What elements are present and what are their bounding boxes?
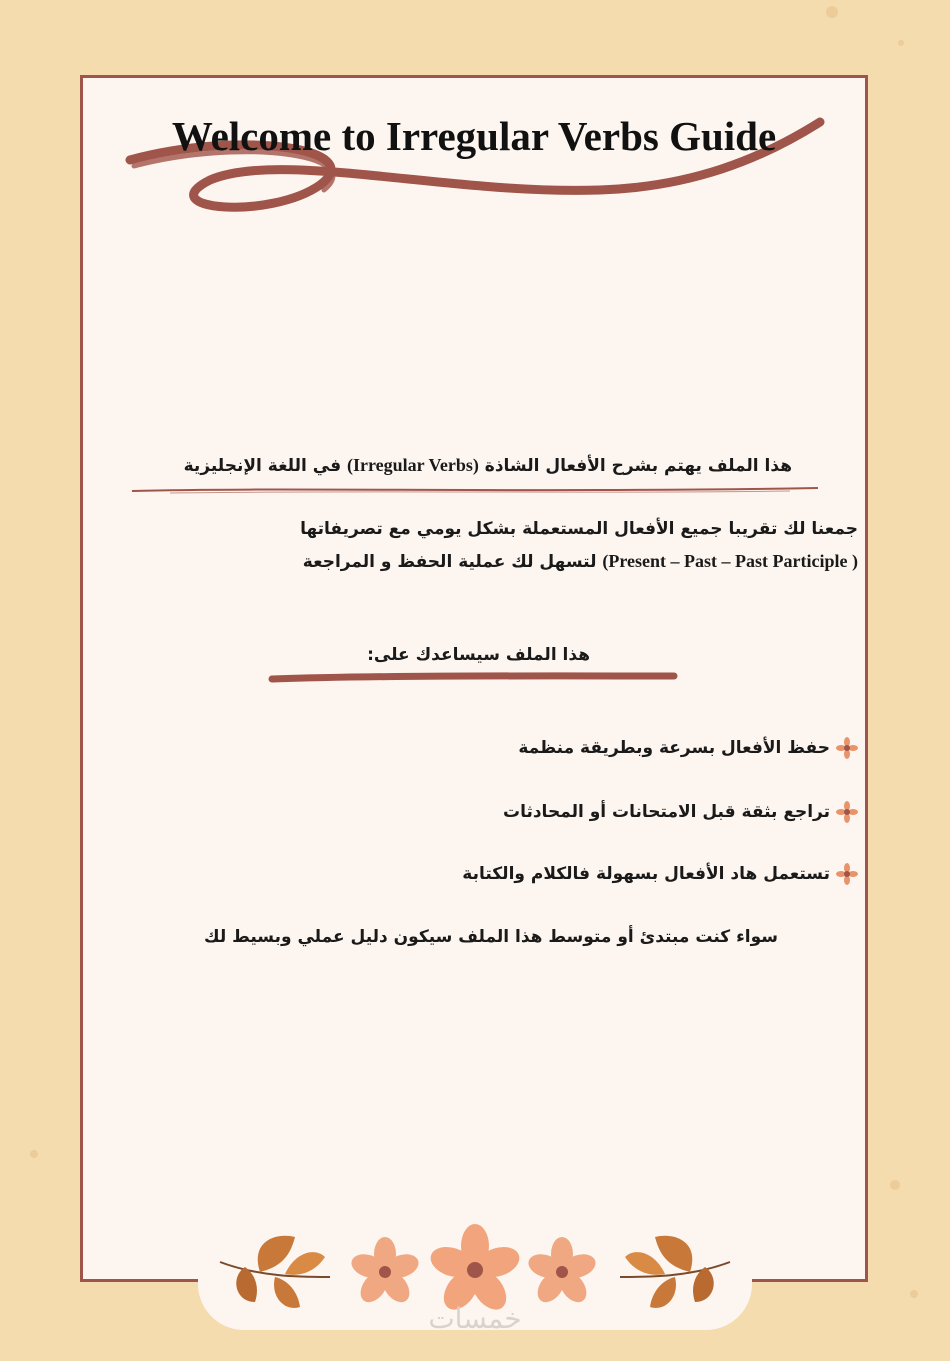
bullet-item bbox=[503, 801, 858, 823]
flower-small-left-icon bbox=[348, 1237, 421, 1307]
bullet-text: تراجع بثقة قبل الامتحانات أو المحادثات bbox=[502, 802, 830, 822]
intro-english-term: (Irregular Verbs) bbox=[347, 455, 479, 475]
bullet-text: حفظ الأفعال بسرعة وبطريقة منظمة bbox=[518, 738, 830, 758]
paragraph-line-2 bbox=[303, 551, 858, 572]
paragraph-line-1: جمعنا لك تقريبا جميع الأفعال المستعملة بشكل يومي مع تصريفاتها bbox=[300, 519, 858, 539]
helps-underline bbox=[268, 670, 678, 686]
flower-bullet-icon bbox=[836, 801, 858, 823]
bullet-item bbox=[462, 863, 858, 885]
paragraph-line-2-text: لتسهل لك عملية الحفظ و المراجعة bbox=[302, 552, 597, 572]
intro-underline bbox=[130, 484, 820, 496]
flower-bullet-icon bbox=[836, 863, 858, 885]
helps-heading: هذا الملف سيساعدك على: bbox=[367, 645, 590, 665]
page-title: Welcome to Irregular Verbs Guide bbox=[171, 113, 777, 159]
bullet-text: تستعمل هاد الأفعال بسهولة فالكلام والكتابة bbox=[462, 864, 830, 884]
closing-line: سواء كنت مبتدئ أو متوسط هذا الملف سيكون دليل عملي وبسيط لك bbox=[204, 927, 778, 947]
leaf-branch-right-icon bbox=[620, 1236, 730, 1308]
intro-text-after: في اللغة الإنجليزية bbox=[183, 456, 342, 476]
intro-line bbox=[184, 455, 792, 476]
leaf-branch-left-icon bbox=[220, 1236, 330, 1308]
watermark: خمسات bbox=[428, 1302, 522, 1335]
flower-bullet-icon bbox=[836, 737, 858, 759]
intro-text-before: هذا الملف يهتم بشرح الأفعال الشاذة bbox=[484, 456, 792, 476]
bullet-item bbox=[518, 737, 858, 759]
flower-small-right-icon bbox=[525, 1237, 598, 1307]
tenses-list: (Present – Past – Past Participle ) bbox=[602, 551, 858, 571]
